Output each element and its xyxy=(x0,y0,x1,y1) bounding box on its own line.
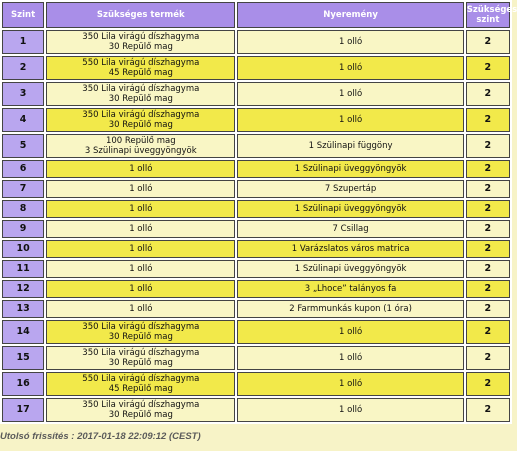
prize-cell: 1 olló xyxy=(237,346,463,370)
table-row xyxy=(2,346,510,370)
level-cell: 5 xyxy=(2,134,44,158)
required-item-line-2: 30 Repülő mag xyxy=(108,358,173,368)
table-row xyxy=(2,180,510,198)
table-row xyxy=(2,372,510,396)
table-row xyxy=(2,82,510,106)
required-item-cell xyxy=(46,200,235,218)
required-item-cell xyxy=(46,346,235,370)
level-cell: 8 xyxy=(2,200,44,218)
table-header-row xyxy=(2,2,510,28)
required-item-cell xyxy=(46,30,235,54)
required-item-line-1: 1 olló xyxy=(129,264,153,274)
level-cell: 3 xyxy=(2,82,44,106)
required-item-cell xyxy=(46,82,235,106)
required-item-cell xyxy=(46,180,235,198)
prize-cell: 7 Szupertáp xyxy=(237,180,463,198)
required-level-cell: 2 xyxy=(466,260,510,278)
required-item-line-2: 45 Repülő mag xyxy=(108,68,173,78)
required-item-line-1: 550 Lila virágú díszhagyma xyxy=(82,58,200,68)
required-level-cell: 2 xyxy=(466,200,510,218)
required-level-cell: 2 xyxy=(466,346,510,370)
last-updated: Utolsó frissítés : 2017-01-18 22:09:12 (CEST) xyxy=(0,431,201,442)
required-level-cell: 2 xyxy=(466,180,510,198)
table-row xyxy=(2,320,510,344)
required-item-cell xyxy=(46,260,235,278)
required-item-cell xyxy=(46,320,235,344)
required-level-cell: 2 xyxy=(466,82,510,106)
prize-cell: 1 olló xyxy=(237,372,463,396)
prize-cell: 1 olló xyxy=(237,108,463,132)
required-item-cell xyxy=(46,134,235,158)
required-item-line-2: 30 Repülő mag xyxy=(108,410,173,420)
table-row xyxy=(2,240,510,258)
prize-cell: 1 olló xyxy=(237,82,463,106)
level-cell: 17 xyxy=(2,398,44,422)
required-item-cell xyxy=(46,398,235,422)
prize-cell: 7 Csillag xyxy=(237,220,463,238)
required-item-cell xyxy=(46,372,235,396)
required-level-cell: 2 xyxy=(466,56,510,80)
level-cell: 15 xyxy=(2,346,44,370)
prize-cell: 1 Szülinapi üveggyöngyök xyxy=(237,260,463,278)
required-item-line-1: 1 olló xyxy=(129,224,153,234)
required-item-line-1: 350 Lila virágú díszhagyma xyxy=(82,110,200,120)
level-cell: 16 xyxy=(2,372,44,396)
table-row xyxy=(2,280,510,298)
table-row xyxy=(2,160,510,178)
required-item-cell xyxy=(46,240,235,258)
required-item-cell xyxy=(46,56,235,80)
table-row xyxy=(2,260,510,278)
required-item-line-1: 100 Repülő mag xyxy=(105,136,176,146)
prize-cell: 3 „Lhoce” talányos fa xyxy=(237,280,463,298)
level-cell: 10 xyxy=(2,240,44,258)
table-row xyxy=(2,108,510,132)
required-item-line-2: 30 Repülő mag xyxy=(108,94,173,104)
required-item-line-1: 350 Lila virágú díszhagyma xyxy=(82,32,200,42)
header-level: Szint xyxy=(2,2,44,28)
level-cell: 2 xyxy=(2,56,44,80)
table-row xyxy=(2,398,510,422)
required-item-line-1: 1 olló xyxy=(129,204,153,214)
table-row xyxy=(2,134,510,158)
prize-cell: 1 Szülinapi függöny xyxy=(237,134,463,158)
required-item-line-2: 30 Repülő mag xyxy=(108,42,173,52)
required-item-line-2: 30 Repülő mag xyxy=(108,332,173,342)
prize-cell: 1 olló xyxy=(237,320,463,344)
required-item-line-1: 350 Lila virágú díszhagyma xyxy=(82,322,200,332)
required-level-cell: 2 xyxy=(466,220,510,238)
required-item-cell xyxy=(46,280,235,298)
table-body xyxy=(2,30,510,422)
prize-cell: 1 olló xyxy=(237,56,463,80)
required-item-line-1: 550 Lila virágú díszhagyma xyxy=(82,374,200,384)
table-row xyxy=(2,56,510,80)
table-row xyxy=(2,300,510,318)
required-item-cell xyxy=(46,160,235,178)
required-item-line-2: 3 Szülinapi üveggyöngyök xyxy=(84,146,197,156)
required-level-cell: 2 xyxy=(466,160,510,178)
level-cell: 6 xyxy=(2,160,44,178)
required-item-line-1: 1 olló xyxy=(129,304,153,314)
required-level-cell: 2 xyxy=(466,134,510,158)
level-cell: 4 xyxy=(2,108,44,132)
required-level-cell: 2 xyxy=(466,280,510,298)
prize-cell: 1 olló xyxy=(237,398,463,422)
level-cell: 7 xyxy=(2,180,44,198)
prize-cell: 1 Szülinapi üveggyöngyök xyxy=(237,200,463,218)
required-item-line-1: 1 olló xyxy=(129,164,153,174)
required-level-cell: 2 xyxy=(466,108,510,132)
required-level-cell: 2 xyxy=(466,398,510,422)
required-item-cell xyxy=(46,220,235,238)
required-item-cell xyxy=(46,300,235,318)
required-item-line-2: 45 Repülő mag xyxy=(108,384,173,394)
required-level-cell: 2 xyxy=(466,30,510,54)
required-item-line-1: 1 olló xyxy=(129,284,153,294)
required-item-line-1: 350 Lila virágú díszhagyma xyxy=(82,400,200,410)
prize-cell: 1 Varázslatos város matrica xyxy=(237,240,463,258)
required-item-line-2: 30 Repülő mag xyxy=(108,120,173,130)
table-row xyxy=(2,30,510,54)
level-cell: 9 xyxy=(2,220,44,238)
header-required-item: Szükséges termék xyxy=(46,2,235,28)
required-item-line-1: 350 Lila virágú díszhagyma xyxy=(82,348,200,358)
header-prize: Nyeremény xyxy=(237,2,463,28)
level-cell: 14 xyxy=(2,320,44,344)
level-cell: 1 xyxy=(2,30,44,54)
prize-cell: 1 olló xyxy=(237,30,463,54)
header-required-level: Szükséges szint xyxy=(466,2,510,28)
required-item-line-1: 350 Lila virágú díszhagyma xyxy=(82,84,200,94)
level-cell: 13 xyxy=(2,300,44,318)
required-level-cell: 2 xyxy=(466,240,510,258)
prize-cell: 2 Farmmunkás kupon (1 óra) xyxy=(237,300,463,318)
required-item-line-1: 1 olló xyxy=(129,244,153,254)
required-level-cell: 2 xyxy=(466,372,510,396)
table-row xyxy=(2,200,510,218)
required-item-line-1: 1 olló xyxy=(129,184,153,194)
level-cell: 12 xyxy=(2,280,44,298)
prize-cell: 1 Szülinapi üveggyöngyök xyxy=(237,160,463,178)
level-cell: 11 xyxy=(2,260,44,278)
required-level-cell: 2 xyxy=(466,320,510,344)
required-level-cell: 2 xyxy=(466,300,510,318)
required-item-cell xyxy=(46,108,235,132)
table-row xyxy=(2,220,510,238)
